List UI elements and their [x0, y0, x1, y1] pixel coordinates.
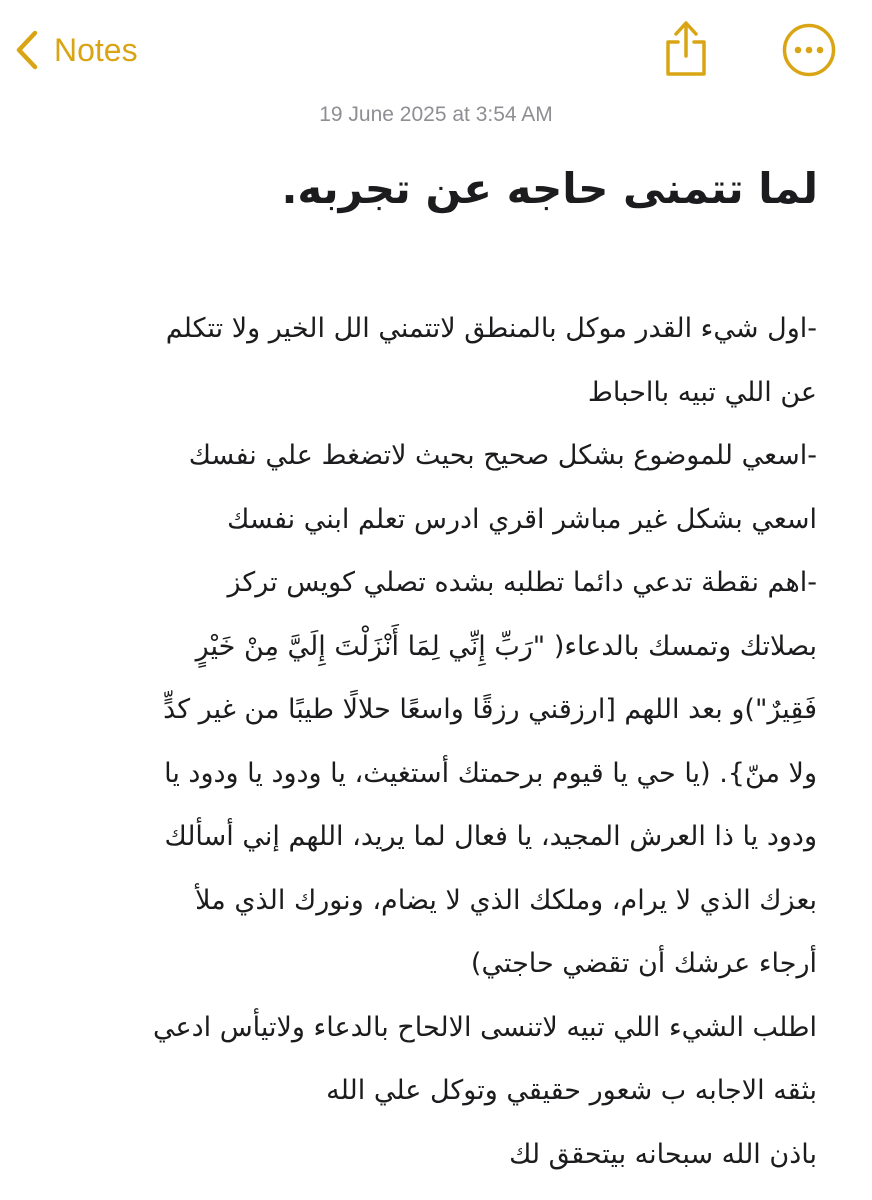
- note-line: اسعي بشكل غير مباشر اقري ادرس تعلم ابني نفسك: [227, 503, 817, 535]
- note-line: ولا منّ}. (يا حي يا قيوم برحمتك أستغيث، يا ودود يا ودود يا: [164, 757, 817, 789]
- navigation-bar: [0, 0, 872, 100]
- note-line: ودود يا ذا العرش المجيد، يا فعال لما يريد، اللهم إني أسألك: [164, 821, 817, 852]
- note-line: -اسعي للموضوع بشكل صحيح بحيث لاتضغط علي نفسك: [188, 440, 817, 471]
- note-line: عن اللي تبيه بااحباط: [587, 376, 817, 408]
- note-date: 19 June 2025 at 3:54 AM: [319, 103, 553, 126]
- more-options-button[interactable]: [781, 22, 837, 78]
- note-line: -اهم نقطة تدعي دائما تطلبه بشده تصلي كويس تركز: [227, 567, 817, 598]
- note-line: بصلاتك وتمسك بالدعاء( "رَبِّ إِنِّي لِمَا أَنْزَلْتَ إِلَيَّ مِنْ خَيْرٍ: [195, 630, 817, 662]
- note-line: بعزك الذي لا يرام، وملكك الذي لا يضام، ونورك الذي ملأ: [195, 884, 817, 916]
- note-line: بثقه الاجابه ب شعور حقيقي وتوكل علي الله: [326, 1075, 817, 1106]
- note-title[interactable]: لما تتمنى حاجه عن تجربه.: [281, 164, 818, 213]
- chevron-left-icon: [14, 29, 40, 71]
- share-icon: [660, 63, 712, 82]
- back-button[interactable]: [14, 22, 138, 78]
- note-line: فَقِيرٌ")و بعد اللهم [ارزقني رزقًا واسعًا حلالًا طيبًا من غير كدٍّ: [163, 694, 817, 725]
- note-line: -اول شيء القدر موكل بالمنطق لاتتمني الل الخير ولا تتكلم: [165, 313, 817, 344]
- note-body[interactable]: [75, 297, 817, 1186]
- back-label: Notes: [54, 31, 138, 68]
- note-line: اطلب الشيء اللي تبيه لاتنسى الالحاح بالدعاء ولاتيأس ادعي: [152, 1011, 817, 1043]
- ellipsis-circle-icon: [781, 63, 837, 82]
- share-button[interactable]: [660, 18, 712, 78]
- note-line: أرجاء عرشك أن تقضي حاجتي): [470, 948, 817, 979]
- note-line: باذن الله سبحانه بيتحقق لك: [509, 1138, 817, 1170]
